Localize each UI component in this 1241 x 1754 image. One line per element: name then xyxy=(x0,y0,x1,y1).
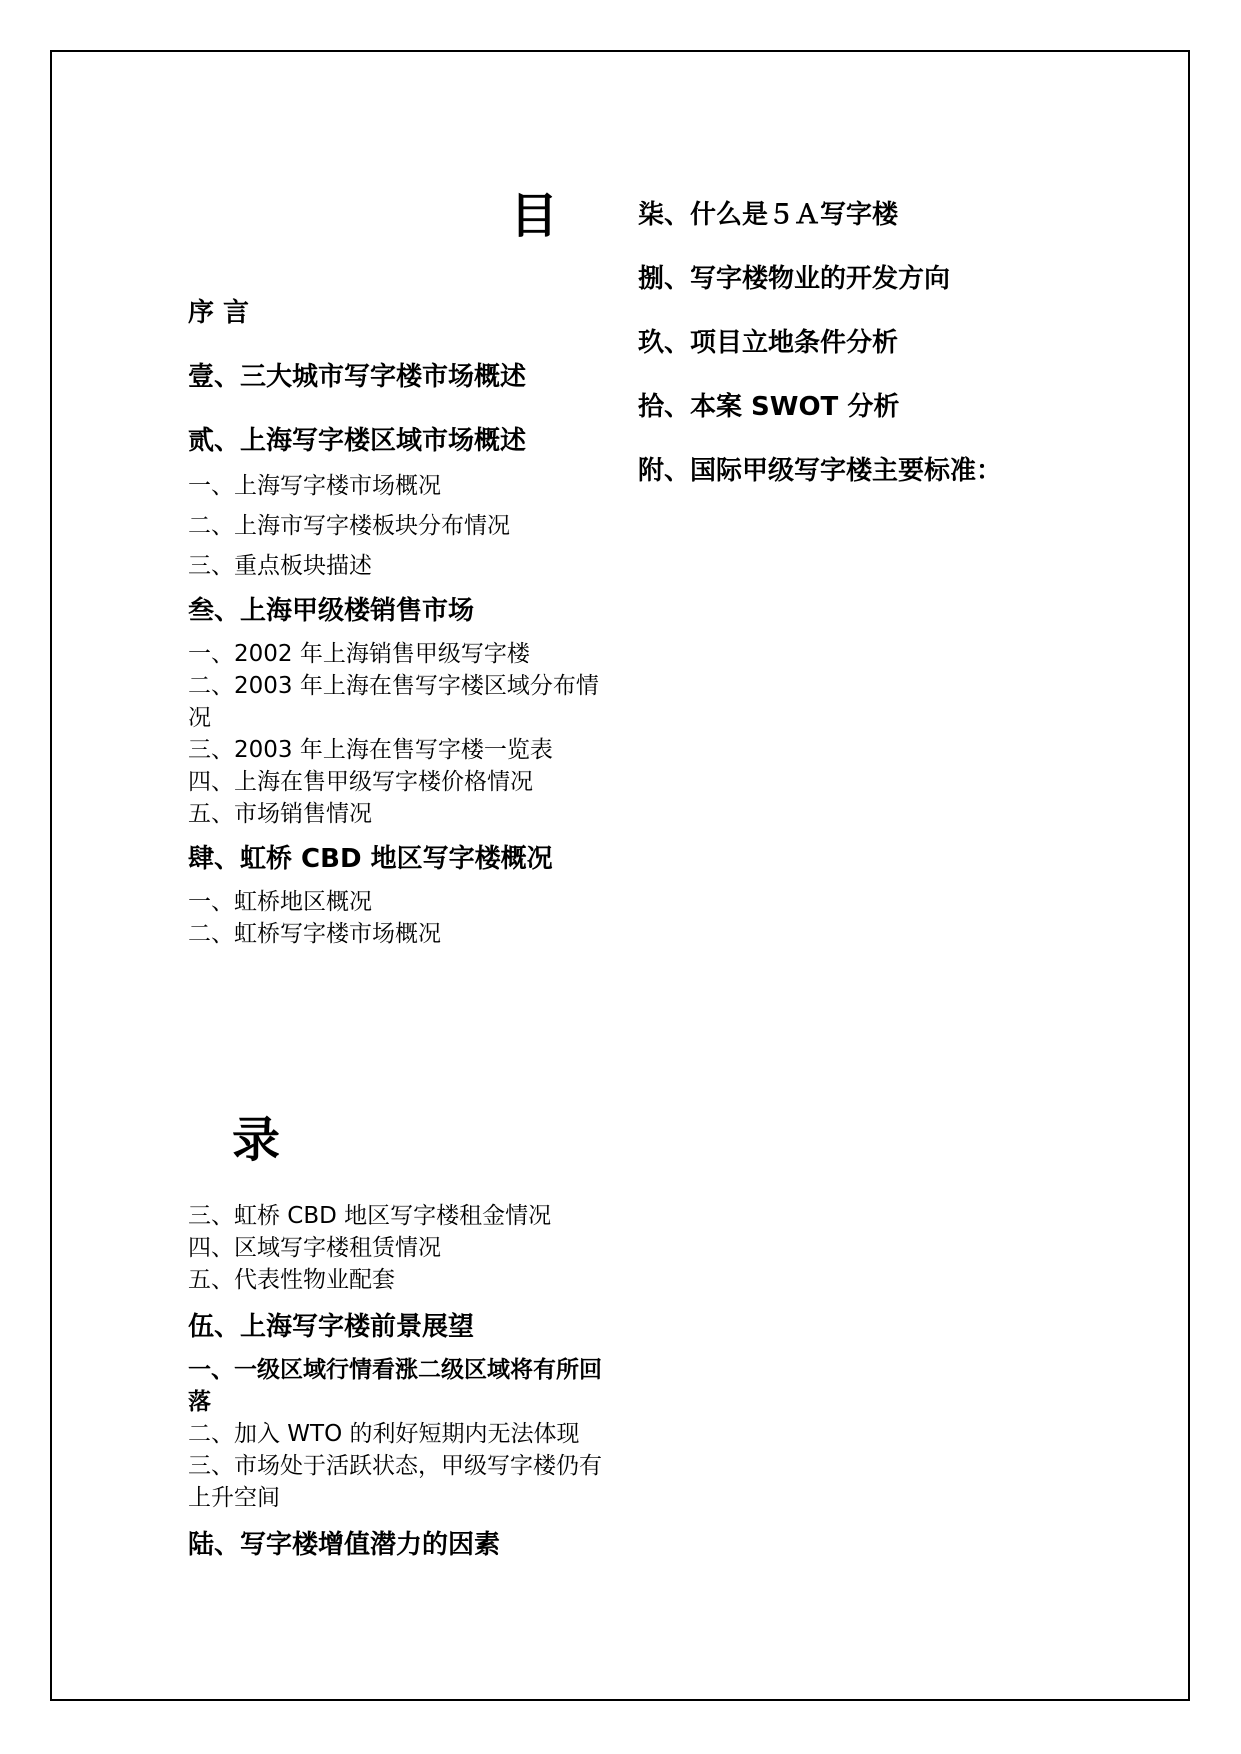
toc-item-bold: 一、一级区域行情看涨二级区域将有所回落 xyxy=(188,1357,602,1415)
toc-item: 二、上海市写字楼板块分布情况 xyxy=(188,513,510,539)
toc-chapter-10: 拾、本案 SWOT 分析 xyxy=(638,392,900,422)
toc-chapter-8: 捌、写字楼物业的开发方向 xyxy=(638,264,951,294)
toc-item: 二、2003 年上海在售写字楼区域分布情况 xyxy=(188,673,599,731)
toc-chapter-4: 肆、虹桥 CBD 地区写字楼概况 xyxy=(188,844,553,874)
toc-item: 二、虹桥写字楼市场概况 xyxy=(188,921,441,947)
toc-item: 四、上海在售甲级写字楼价格情况 xyxy=(188,769,533,795)
toc-item: 五、代表性物业配套 xyxy=(188,1267,395,1293)
toc-title-part1: 目 xyxy=(510,188,559,244)
toc-item: 三、市场处于活跃状态，甲级写字楼仍有上升空间 xyxy=(188,1453,602,1511)
toc-appendix: 附、国际甲级写字楼主要标准： xyxy=(638,456,1003,486)
toc-left-top xyxy=(188,296,608,950)
toc-item: 二、加入 WTO 的利好短期内无法体现 xyxy=(188,1421,580,1447)
toc-chapter-1: 壹、三大城市写字楼市场概述 xyxy=(188,362,527,392)
toc-chapter-6: 陆、写字楼增值潜力的因素 xyxy=(188,1530,501,1560)
toc-chapter-7: 柒、什么是５Ａ写字楼 xyxy=(638,200,899,230)
toc-item: 四、区域写字楼租赁情况 xyxy=(188,1235,441,1261)
toc-item: 一、2002 年上海销售甲级写字楼 xyxy=(188,641,530,667)
toc-left-bottom xyxy=(188,1200,608,1562)
toc-item: 一、虹桥地区概况 xyxy=(188,889,372,915)
toc-title-part2: 录 xyxy=(232,1112,281,1168)
toc-chapter-2: 贰、上海写字楼区域市场概述 xyxy=(188,426,527,456)
toc-item: 三、2003 年上海在售写字楼一览表 xyxy=(188,737,553,763)
toc-item: 三、重点板块描述 xyxy=(188,553,372,579)
toc-chapter-5: 伍、上海写字楼前景展望 xyxy=(188,1312,475,1342)
toc-item: 一、上海写字楼市场概况 xyxy=(188,473,441,499)
toc-item: 三、虹桥 CBD 地区写字楼租金情况 xyxy=(188,1203,552,1229)
toc-right xyxy=(638,198,1118,488)
toc-chapter-9: 玖、项目立地条件分析 xyxy=(638,328,899,358)
toc-item: 五、市场销售情况 xyxy=(188,801,372,827)
toc-chapter-3: 叁、上海甲级楼销售市场 xyxy=(188,596,475,626)
toc-entry-preface: 序 言 xyxy=(188,298,250,328)
